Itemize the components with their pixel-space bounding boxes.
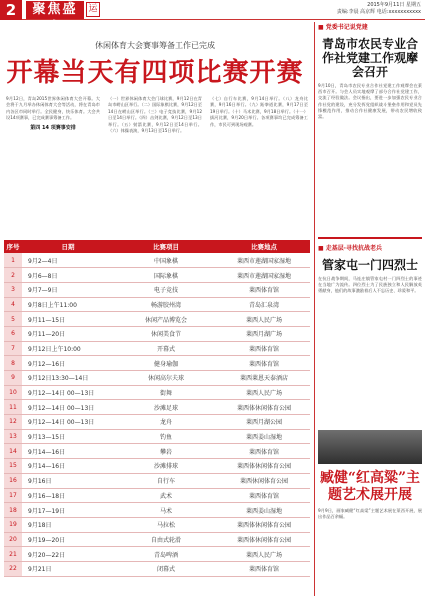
row-event: 马拉松: [114, 517, 218, 532]
row-event: 沙滩足球: [114, 400, 218, 415]
row-num: 15: [4, 459, 22, 474]
row-date: 9月12—14日 00—13日: [22, 385, 114, 400]
row-venue: 莱西体休闲体育公园: [218, 400, 310, 415]
row-date: 9月8日上午11:00: [22, 297, 114, 312]
row-date: 9月2—4日: [22, 253, 114, 268]
row-num: 9: [4, 371, 22, 386]
row-venue: 莱西体育馆: [218, 488, 310, 503]
row-num: 10: [4, 385, 22, 400]
row-event: 钓鱼: [114, 429, 218, 444]
table-row: [4, 282, 310, 297]
sidebar: [318, 22, 422, 598]
row-num: 19: [4, 517, 22, 532]
row-num: 2: [4, 268, 22, 283]
row-num: 5: [4, 312, 22, 327]
row-event: 自由式轮滑: [114, 532, 218, 547]
row-event: 休闲产品博览会: [114, 312, 218, 327]
row-date: 9月12日13:30—14日: [22, 371, 114, 386]
table-row: [4, 253, 310, 268]
row-event: 开幕式: [114, 341, 218, 356]
row-num: 11: [4, 400, 22, 415]
row-venue: 莱西莱恩天泰酒店: [218, 371, 310, 386]
row-num: 20: [4, 532, 22, 547]
story-3-photo: [318, 430, 422, 464]
header-date: 日期: [22, 240, 114, 253]
row-venue: 莱西市莲湖国家湿地: [218, 268, 310, 283]
row-date: 9月16—18日: [22, 488, 114, 503]
table-row: [4, 517, 310, 532]
row-event: 攀岩: [114, 444, 218, 459]
row-date: 9月11—20日: [22, 326, 114, 341]
row-venue: 莱西体育馆: [218, 561, 310, 576]
schedule-table: [4, 240, 310, 577]
row-venue: 莱西体休闲体育公园: [218, 532, 310, 547]
row-date: 9月14—16日: [22, 459, 114, 474]
column-divider: [314, 22, 315, 596]
logo-icon: 运: [86, 2, 100, 17]
row-date: 9月12日上午10:00: [22, 341, 114, 356]
row-venue: 莱西月湖公园: [218, 415, 310, 430]
row-event: 街舞: [114, 385, 218, 400]
table-row: [4, 400, 310, 415]
sidebar-tag-2-text: 走基层·寻找抗战老兵: [325, 245, 383, 252]
row-num: 7: [4, 341, 22, 356]
article-col-1-text: 9月12日，青岛2015世界休闲体育大会开幕。大会将于九月举办休闲体育大会等活动，将在青岛市内各区市同时举行。全民健身，快乐体育。大会共设14项赛事，已完成赛事筹备工作。: [6, 96, 100, 121]
sidebar-tag-1-text: 党委书记说党建: [325, 24, 368, 31]
row-event: 自行车: [114, 473, 218, 488]
row-date: 9月6—8日: [22, 268, 114, 283]
masthead-info: [337, 2, 421, 16]
row-venue: 莱西休闲体育公园: [218, 473, 310, 488]
table-row: [4, 459, 310, 474]
row-venue: 莱西市莲湖国家湿地: [218, 253, 310, 268]
row-date: 9月17—19日: [22, 503, 114, 518]
editor-line: 责编:李晨 高京辉 电话:xxxxxxxxxxx: [336, 9, 421, 15]
row-date: 9月13—15日: [22, 429, 114, 444]
table-row: [4, 473, 310, 488]
article-subhead: 第四 14 项赛事安排: [30, 124, 76, 131]
story-2-title: 管家屯一门四烈士: [321, 258, 418, 272]
row-event: 龙舟: [114, 415, 218, 430]
row-venue: 莱西体休闲体育公园: [218, 459, 310, 474]
row-event: 中国象棋: [114, 253, 218, 268]
row-num: 16: [4, 473, 22, 488]
schedule-body: [4, 253, 310, 576]
sidebar-tag-1: ■ 党委书记说党建: [318, 24, 368, 31]
row-venue: 莱西人民广场: [218, 547, 310, 562]
row-venue: 莱西姜山湿地: [218, 429, 310, 444]
article-col-1: [6, 96, 100, 226]
row-num: 18: [4, 503, 22, 518]
sidebar-divider: [318, 237, 422, 239]
row-date: 9月14—16日: [22, 444, 114, 459]
table-row: [4, 297, 310, 312]
row-event: 休闲美食节: [114, 326, 218, 341]
table-row: [4, 356, 310, 371]
row-event: 武术: [114, 488, 218, 503]
table-row: [4, 503, 310, 518]
row-event: 休闲高尔夫球: [114, 371, 218, 386]
table-row: [4, 532, 310, 547]
row-num: 3: [4, 282, 22, 297]
row-venue: 莱西体育馆: [218, 356, 310, 371]
story-3-title: 臧健“红高粱”主题艺术展开展: [319, 470, 421, 503]
article-col-2: （一）世界休闲体育大会门球比赛，9月12日在青岛市崂山区举行。（二）国际象棋比赛，9月12日至14日在崂山区举行。（三）电子竞技比赛，9月12日至14日举行。（四）击剑比赛，9月12日至13日举行。（五）射箭比赛，9月12日至14日举行。（六）体操表演，9月13日至15日举行。: [108, 96, 202, 134]
row-event: 健身瑜伽: [114, 356, 218, 371]
row-event: 畅游胶州湾: [114, 297, 218, 312]
row-venue: 莱西体育馆: [218, 282, 310, 297]
row-event: 电子竞技: [114, 282, 218, 297]
date-line: 2015年9月11日 星期五: [367, 2, 421, 8]
row-date: 9月12—14日 00—13日: [22, 400, 114, 415]
row-date: 9月12—14日 00—13日: [22, 415, 114, 430]
row-date: 9月20—22日: [22, 547, 114, 562]
header-event: 比赛项目: [114, 240, 218, 253]
row-venue: 青岛汇泉湾: [218, 297, 310, 312]
header-num: 序号: [4, 240, 22, 253]
story-2-text: 在抗日战争期间，马连庄镇管家屯村一门四烈士的事迹在当地广为流传。四位烈士为了民族独立和人民解放英勇献身，他们的故事激励着后人不忘历史、珍爱和平。: [318, 276, 422, 294]
row-num: 21: [4, 547, 22, 562]
row-venue: 莱西体休闲体育公园: [218, 517, 310, 532]
row-date: 9月11—15日: [22, 312, 114, 327]
table-row: [4, 488, 310, 503]
row-venue: 莱西月湖广场: [218, 326, 310, 341]
table-row: [4, 547, 310, 562]
row-num: 13: [4, 429, 22, 444]
sidebar-tag-2: ■ 走基层·寻找抗战老兵: [318, 245, 383, 252]
story-1-text: 9月10日，青岛市农民专业合作社党建工作观摩会在莱西市召开。与会人员实地观摩了部分合作社党建工作，交流了经验做法。会议指出，要进一步加强农民专业合作社党的建设，充分发挥党组织战斗堡垒作用和党员先锋模范作用，推动合作社健康发展，带动农民增收致富。: [318, 83, 422, 120]
row-event: 国际象棋: [114, 268, 218, 283]
row-num: 22: [4, 561, 22, 576]
page-number: 2: [0, 0, 22, 20]
row-event: 青岛啤酒: [114, 547, 218, 562]
row-event: 沙滩排球: [114, 459, 218, 474]
row-venue: 莱西姜山湿地: [218, 503, 310, 518]
table-row: [4, 268, 310, 283]
article-kicker: 休闲体育大会赛事筹备工作已完成: [95, 41, 215, 50]
row-event: 闭幕式: [114, 561, 218, 576]
story-1-title: 青岛市农民专业合作社党建工作观摩会召开: [321, 37, 418, 79]
table-row: [4, 341, 310, 356]
row-date: 9月18日: [22, 517, 114, 532]
row-num: 1: [4, 253, 22, 268]
row-date: 9月7—9日: [22, 282, 114, 297]
row-date: 9月12—16日: [22, 356, 114, 371]
row-num: 12: [4, 415, 22, 430]
row-num: 6: [4, 326, 22, 341]
row-date: 9月16日: [22, 473, 114, 488]
table-row: [4, 312, 310, 327]
article-col-3: （七）自行车比赛，9月14日举行。（八）龙舟比赛，9月16日举行。（九）跆拳道比赛，9月17日至19日举行。（十）马术比赛，9月18日举行。（十一）拔河比赛，9月20日举行。各项赛事均已完成筹备工作，市民可到现场观赛。: [210, 96, 308, 127]
table-row: [4, 561, 310, 576]
row-venue: 莱西体育馆: [218, 444, 310, 459]
row-venue: 莱西人民广场: [218, 385, 310, 400]
row-num: 17: [4, 488, 22, 503]
row-venue: 莱西人民广场: [218, 312, 310, 327]
row-date: 9月21日: [22, 561, 114, 576]
row-num: 4: [4, 297, 22, 312]
row-event: 马术: [114, 503, 218, 518]
table-row: [4, 371, 310, 386]
section-title: 聚焦盛会: [26, 1, 84, 19]
row-num: 8: [4, 356, 22, 371]
table-row: [4, 385, 310, 400]
story-3-text: 9月9日，画家臧健“红高粱”主题艺术展在莱西开展，展出作品百余幅。: [318, 508, 422, 520]
row-num: 14: [4, 444, 22, 459]
row-date: 9月19—20日: [22, 532, 114, 547]
table-row: [4, 444, 310, 459]
table-row: [4, 415, 310, 430]
row-venue: 莱西体育馆: [218, 341, 310, 356]
header-venue: 比赛地点: [218, 240, 310, 253]
table-row: [4, 326, 310, 341]
article-headline: 开幕当天有四项比赛开赛: [6, 58, 304, 88]
schedule-header-row: [4, 240, 310, 253]
table-row: [4, 429, 310, 444]
